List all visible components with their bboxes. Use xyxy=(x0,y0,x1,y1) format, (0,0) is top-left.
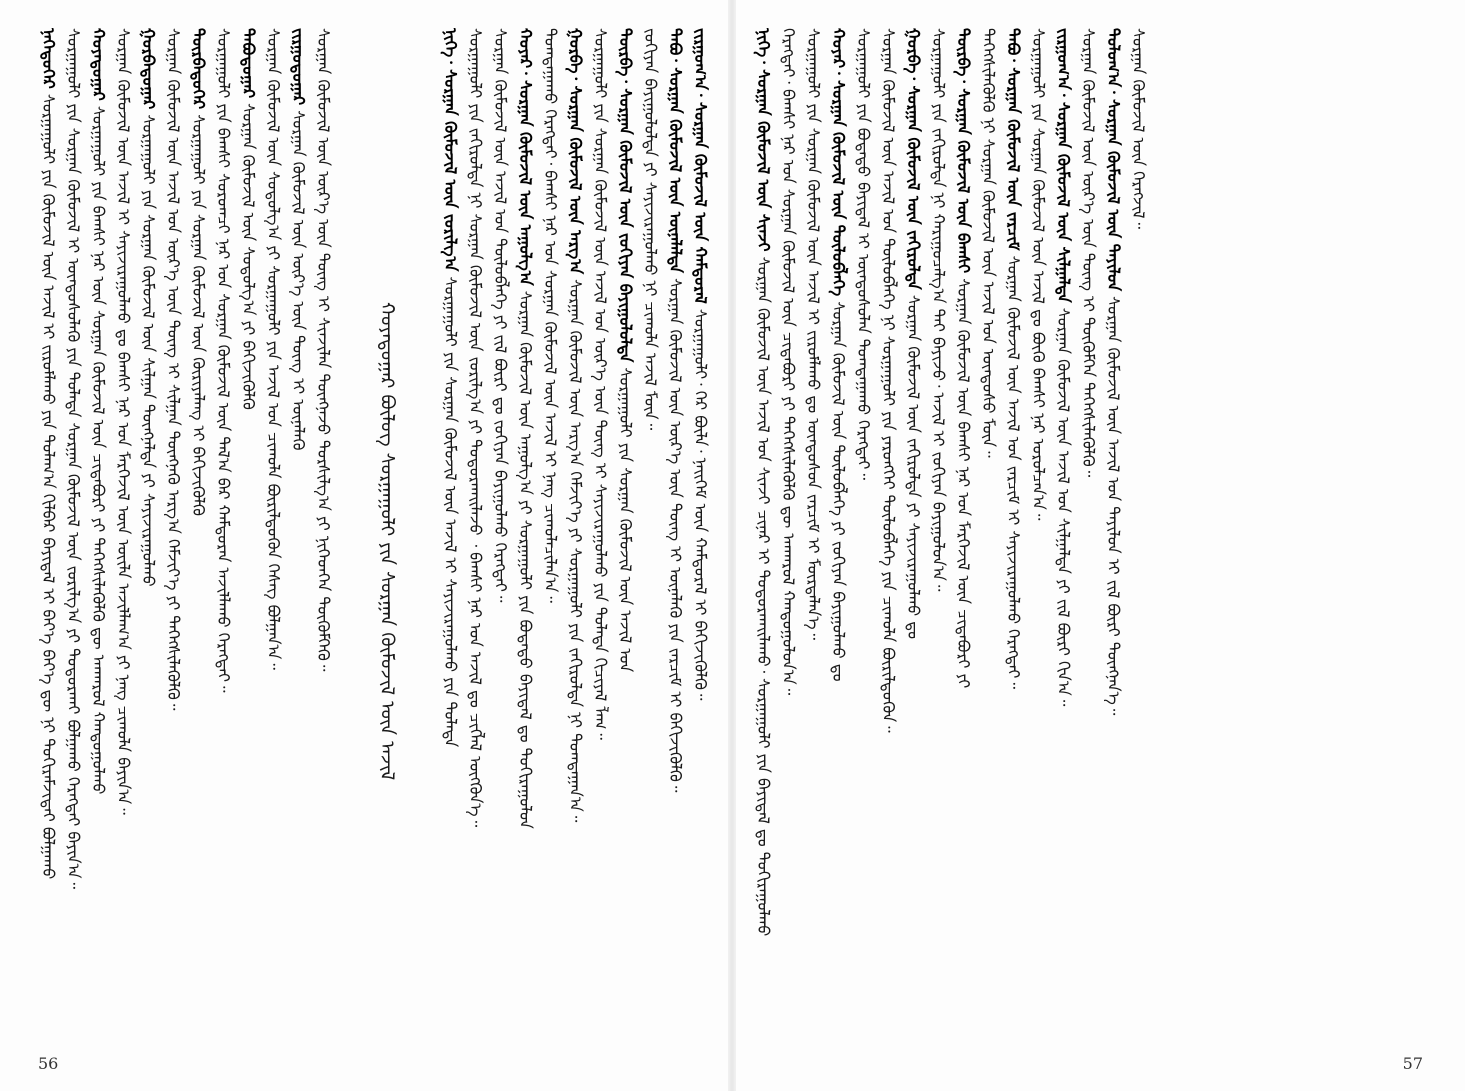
right-page xyxy=(733,0,1465,1091)
left-page xyxy=(0,0,732,1091)
paragraph-text: ᠰᠤᠷᠭᠠᠭᠤᠯᠢ ᠶᠢᠨ ᠰᠤᠷᠭᠠᠨ ᠬᠦᠮᠦᠵᠢᠯ ᠦᠨ ᠠᠵᠢᠯ ᠳᠤ ᠪᠦᠬᠦ ᠪᠠᠭᠰᠢ ᠨᠠᠷ ᠣᠷᠤᠯᠴᠠᠨ᠎ᠠ᠃ xyxy=(1029,28,1048,521)
text-column xyxy=(563,28,588,1055)
paragraph-text: ᠰᠤᠷᠭᠠᠨ ᠬᠦᠮᠦᠵᠢᠯ ᠦᠨ ᠠᠭᠤᠯᠭ᠎ᠠ ᠶᠢ ᠰᠤᠷᠭᠠᠭᠤᠯᠢ ᠶᠢᠨ ᠪᠣᠳᠠᠲᠤ ᠪᠠᠶᠢᠳᠠᠯ ᠳᠤ ᠲᠣᠬᠢᠷᠠᠭᠤᠯᠤᠨ xyxy=(516,285,535,829)
text-column xyxy=(236,28,261,1055)
paragraph-text: ᠰᠤᠷᠭᠠᠭᠤᠯᠢ ᠶᠢᠨ ᠰᠤᠷᠭᠠᠨ ᠬᠦᠮᠦᠵᠢᠯ ᠦᠨ ᠰᠢᠯᠭᠠᠨ ᠳᠦᠩᠨᠡᠯᠲᠡ ᠶᠢ ᠰᠠᠶᠢᠵᠢᠷᠠᠭᠤᠯᠬᠤ xyxy=(139,109,158,587)
paragraph-text: ᠲᠣᠭᠲᠠᠭᠠᠬᠤ ᠬᠡᠷᠡᠭᠲᠡᠢ᠂ ᠪᠠᠭᠰᠢ ᠨᠠᠷ ᠤᠨ ᠰᠤᠷᠭᠠᠨ ᠬᠦᠮᠦᠵᠢᠯ ᠦᠨ ᠠᠵᠢᠯ ᠢ ᠨᠡᠩ ᠴᠢᠬᠤᠯᠠᠴᠢᠯᠠᠨ᠎ᠠ᠃ xyxy=(541,28,560,603)
text-column xyxy=(851,28,876,1055)
text-column xyxy=(438,28,463,1055)
text-column xyxy=(826,28,851,1055)
text-column xyxy=(286,28,311,1055)
text-column xyxy=(538,28,563,1055)
paragraph-text: ᠰᠤᠷᠭᠠᠭᠤᠯᠢ᠂ ᠭᠡᠷ ᠪᠦᠯᠡ᠂ ᠨᠡᠢᠭᠡᠮ ᠦᠨ ᠬᠠᠮᠲᠤᠷᠠᠯ ᠢ ᠪᠡᠬᠢᠵᠢᠭᠦᠯᠬᠦ᠃ xyxy=(691,303,710,701)
text-column xyxy=(663,28,688,1055)
text-column xyxy=(876,28,901,1055)
text-column xyxy=(1126,28,1151,1055)
paragraph-text: ᠰᠤᠷᠭᠠᠨ ᠬᠦᠮᠦᠵᠢᠯ ᠦᠨ ᠠᠵᠢᠯ ᠤᠨ ᠲᠥᠯᠥᠪᠯᠡᠭᠡ ᠨᠢ ᠰᠤᠷᠭᠠᠭᠤᠯᠢ ᠶᠢᠨ ᠶᠡᠷᠦᠩᠬᠡᠢ ᠲᠥᠯᠥᠪᠯᠡᠭᠡ ᠶᠢᠨ ᠴᠢᠬᠤᠯᠠ ᠪᠦᠷᠢᠯᠳᠦᠬᠦᠨ᠃ xyxy=(879,28,898,733)
paragraph-heading: ᠲᠠᠪᠤ᠂ ᠰᠤᠷᠭᠠᠨ ᠬᠦᠮᠦᠵᠢᠯ ᠦᠨ ᠵᠠᠷᠴᠢᠮ xyxy=(1004,28,1023,251)
text-column xyxy=(463,28,488,1055)
paragraph-text: ᠰᠤᠷᠭᠠᠨ ᠬᠦᠮᠦᠵᠢᠯ ᠦᠨ ᠠᠵᠢᠯ ᠤᠨ ᠲᠠᠶᠢᠯᠤᠨ ᠢ ᠵᠢᠯ ᠪᠦᠷᠢ ᠳᠦᠩᠨᠡᠨ᠎ᠡ᠃ xyxy=(1104,291,1123,716)
paragraph-text: ᠬᠡᠷᠡᠭᠲᠡᠢ᠂ ᠪᠠᠭᠰᠢ ᠨᠠᠷ ᠤᠨ ᠰᠤᠷᠭᠠᠨ ᠬᠦᠮᠦᠵᠢᠯ ᠦᠨ ᠴᠢᠳᠠᠪᠤᠷᠢ ᠶᠢ ᠳᠡᠭᠡᠭᠰᠢᠯᠡᠭᠦᠯᠬᠦ ᠳᠦ ᠠᠨᠬᠠᠷᠤᠯ ᠬᠠᠨᠳᠤᠭᠤᠯᠤᠨ᠎ᠠ᠃ xyxy=(779,28,798,696)
paragraph-heading: ᠭᠤᠷᠪᠠᠳᠤᠭᠠᠷ xyxy=(139,28,158,110)
text-column xyxy=(901,28,926,1055)
paragraph-text: ᠰᠤᠷᠭᠠᠨ ᠬᠦᠮᠦᠵᠢᠯ ᠦᠨ ᠬᠡᠷᠡᠭᠵᠢᠯ᠃ xyxy=(1129,28,1148,230)
text-column xyxy=(261,28,286,1055)
left-page-text xyxy=(36,28,714,1055)
text-column xyxy=(1026,28,1051,1055)
paragraph-heading: ᠨᠢᠭᠡ᠂ ᠰᠤᠷᠭᠠᠨ ᠬᠦᠮᠦᠵᠢᠯ ᠦᠨ ᠰᠢᠨᠵᠢ xyxy=(754,28,773,252)
paragraph-text: ᠵᠣᠬᠢᠶᠠᠨ ᠪᠠᠶᠢᠭᠤᠯᠤᠯᠲᠠ ᠶᠢ ᠰᠠᠶᠢᠵᠢᠷᠠᠭᠤᠯᠬᠤ ᠨᠢ ᠴᠢᠬᠤᠯᠠ ᠠᠵᠢᠯ ᠮᠥᠨ᠃ xyxy=(641,28,660,431)
paragraph-text: ᠰᠤᠷᠭᠠᠨ ᠬᠦᠮᠦᠵᠢᠯ ᠦᠨ ᠦᠷ᠎ᠡ ᠦᠨ ᠳᠦᠩ ᠢ ᠦᠨᠡᠯᠡᠬᠦ xyxy=(289,105,308,451)
text-column xyxy=(211,28,236,1055)
text-column xyxy=(161,28,186,1055)
text-column xyxy=(976,28,1001,1055)
text-column xyxy=(86,28,111,1055)
paragraph-text: ᠰᠤᠷᠭᠠᠨ ᠬᠦᠮᠦᠵᠢᠯ ᠦᠨ ᠠᠵᠢᠯ ᠤᠨ ᠰᠢᠨᠵᠢ ᠴᠢᠨᠠᠷ ᠢ ᠲᠣᠳᠣᠷᠬᠠᠢᠯᠠᠬᠤ᠂ ᠰᠤᠷᠭᠠᠭᠤᠯᠢ ᠶᠢᠨ ᠪᠠᠶᠢᠳᠠᠯ ᠳᠤ ᠲᠣᠬᠢᠷᠠᠭᠤᠯᠬᠤ xyxy=(754,251,773,937)
paragraph-text: ᠰᠤᠷᠭᠠᠭᠤᠯᠢ ᠶᠢᠨ ᠰᠤᠷᠭᠠᠨ ᠬᠦᠮᠦᠵᠢᠯ ᠦᠨ ᠠᠵᠢᠯ ᠤᠨ ᠦᠷ᠎ᠡ ᠦᠨ ᠳᠦᠩ ᠢ ᠰᠠᠶᠢᠵᠢᠷᠠᠭᠤᠯᠬᠤ ᠶᠢᠨ ᠲᠤᠯᠠᠳᠠ ᠬᠢᠴᠢᠶᠡᠯ ᠯᠡᠬ᠃ xyxy=(591,28,610,740)
paragraph-text: ᠰᠤᠷᠭᠠᠭᠤᠯᠢ ᠶᠢᠨ ᠰᠤᠷᠭᠠᠨ ᠬᠦᠮᠦᠵᠢᠯ ᠦᠨ ᠬᠦᠷᠢᠶᠡᠯᠡᠩ ᠢ ᠪᠡᠬᠢᠵᠢᠭᠦᠯᠬᠦ xyxy=(189,109,208,516)
text-column xyxy=(751,28,776,1055)
paragraph-text: ᠰᠤᠷᠭᠠᠭᠤᠯᠢ ᠶᠢᠨ ᠵᠠᠬᠢᠷᠤᠯᠲᠠ ᠨᠢ ᠰᠤᠷᠭᠠᠨ ᠬᠦᠮᠦᠵᠢᠯ ᠦᠨ ᠵᠣᠷᠢᠯᠭ᠎ᠠ ᠶᠢ ᠲᠣᠳᠣᠷᠬᠠᠢᠯᠠᠵᠤ ᠂ ᠪᠠᠭᠰᠢ ᠨᠠᠷ ᠤᠨ ᠠᠵᠢᠯ ᠳᠤ ᠴᠢᠭᠯᠡᠯ ᠥᠭᠭᠦᠨ᠎ᠡ᠃ xyxy=(466,28,485,828)
paragraph-text: ᠰᠤᠷᠭᠠᠭᠤᠯᠢ ᠶᠢᠨ ᠰᠤᠷᠭᠠᠨ ᠬᠦᠮᠦᠵᠢᠯ ᠦᠨ ᠠᠵᠢᠯ ᠢ ᠰᠠᠶᠢᠵᠢᠷᠠᠭᠤᠯᠬᠤ ᠶᠢᠨ ᠲᠤᠯᠠᠳᠠ xyxy=(441,271,460,748)
text-column xyxy=(951,28,976,1055)
text-column xyxy=(311,28,336,1055)
section-gap xyxy=(336,28,372,1055)
text-column xyxy=(638,28,663,1055)
paragraph-text: ᠰᠤᠷᠭᠠᠨ ᠬᠦᠮᠦᠵᠢᠯ ᠦᠨ ᠪᠠᠭᠰᠢ ᠨᠠᠷ ᠤᠨ ᠮᠡᠷᠭᠡᠵᠢᠯ ᠦᠨ ᠴᠢᠳᠠᠪᠤᠷᠢ ᠶᠢ xyxy=(954,273,973,689)
paragraph-heading: ᠵᠢᠷᠭᠤᠭ᠎ᠠ᠂ ᠰᠤᠷᠭᠠᠨ ᠬᠦᠮᠦᠵᠢᠯ ᠦᠨ ᠰᠢᠯᠭᠠᠯᠲᠠ xyxy=(1054,28,1073,303)
text-column xyxy=(111,28,136,1055)
paragraph-text: ᠰᠤᠷᠭᠠᠨ ᠬᠦᠮᠦᠵᠢᠯ ᠦᠨ ᠠᠵᠢᠯ ᠤᠨ ᠵᠠᠷᠴᠢᠮ ᠢ ᠰᠠᠶᠢᠵᠢᠷᠠᠭᠤᠯᠬᠤ ᠬᠡᠷᠡᠭᠲᠡᠢ᠃ xyxy=(1004,250,1023,689)
text-column xyxy=(613,28,638,1055)
paragraph-text: ᠰᠤᠷᠭᠠᠭᠤᠯᠢ ᠶᠢᠨ ᠰᠤᠷᠭᠠᠨ ᠬᠦᠮᠦᠵᠢᠯ ᠦᠨ ᠠᠵᠢᠯ ᠤᠨ xyxy=(616,362,635,673)
paragraph-heading: ᠵᠢᠷᠭᠤᠭ᠎ᠠ᠂ ᠰᠤᠷᠭᠠᠨ ᠬᠦᠮᠦᠵᠢᠯ ᠦᠨ ᠬᠠᠮᠲᠤᠷᠠᠯ xyxy=(691,28,710,304)
paragraph-text: ᠰᠤᠷᠭᠠᠨ ᠬᠦᠮᠦᠵᠢᠯ ᠦᠨ ᠠᠵᠢᠯ ᠢ ᠰᠠᠶᠢᠵᠢᠷᠠᠭᠤᠯᠬᠤ ᠳᠤ ᠪᠠᠭᠰᠢ ᠨᠠᠷ ᠤᠨ ᠮᠡᠷᠭᠡᠵᠢᠯ ᠦᠨ ᠦᠢᠯᠡ ᠠᠵᠢᠯᠯᠠᠭ᠎ᠠ ᠶᠢ ᠨᠡᠩ ᠴᠢᠬᠤᠯᠠ ᠪᠠᠶᠢᠨ᠎ᠠ᠃ xyxy=(114,28,133,815)
text-column xyxy=(1101,28,1126,1055)
paragraph-text: ᠰᠤᠷᠭᠠᠨ ᠬᠦᠮᠦᠵᠢᠯ ᠦᠨ ᠠᠵᠢᠯ ᠤᠨ ᠲᠥᠯᠥᠪᠯᠡᠭᠡ ᠶᠢ ᠵᠢᠯ ᠪᠦᠷᠢ ᠳᠤ ᠵᠣᠬᠢᠶᠠᠨ ᠪᠠᠶᠢᠭᠤᠯᠬᠤ ᠬᠡᠷᠡᠭᠲᠡᠢ᠃ xyxy=(491,28,510,603)
chapter-title: ᠬᠣᠶᠠᠳᠤᠭᠠᠷ ᠪᠦᠯᠦᠭ ᠰᠤᠷᠭᠠᠭᠤᠯᠢ ᠶᠢᠨ ᠰᠤᠷᠭᠠᠨ ᠬᠦᠮᠦᠵᠢᠯ ᠦᠨ ᠠᠵᠢᠯ xyxy=(376,302,398,781)
text-column xyxy=(1051,28,1076,1055)
text-column xyxy=(136,28,161,1055)
paragraph-text: ᠰᠤᠷᠭᠠᠭᠤᠯᠢ ᠶᠢᠨ ᠵᠠᠬᠢᠷᠤᠯᠲᠠ ᠨᠢ ᠬᠠᠷᠢᠭᠤᠴᠠᠯᠭ᠎ᠠ ᠲᠠᠢ ᠪᠠᠶᠢᠵᠤ᠂ ᠠᠵᠢᠯ ᠢ ᠵᠣᠬᠢᠶᠠᠨ ᠪᠠᠶᠢᠭᠤᠯᠤᠨ᠎ᠠ᠃ xyxy=(929,28,948,592)
text-column xyxy=(513,28,538,1055)
paragraph-heading: ᠭᠤᠷᠪᠠ᠂ ᠰᠤᠷᠭᠠᠨ ᠬᠦᠮᠦᠵᠢᠯ ᠦᠨ ᠵᠠᠬᠢᠷᠤᠯᠲᠠ xyxy=(904,28,923,290)
paragraph-heading: ᠳᠣᠯᠣᠭ᠎ᠠ᠂ ᠰᠤᠷᠭᠠᠨ ᠬᠦᠮᠦᠵᠢᠯ ᠦᠨ ᠲᠠᠶᠢᠯᠤᠨ xyxy=(1104,28,1123,292)
text-column xyxy=(186,28,211,1055)
text-column xyxy=(776,28,801,1055)
text-column xyxy=(1076,28,1101,1055)
paragraph-text: ᠰᠤᠷᠭᠠᠨ ᠬᠦᠮᠦᠵᠢᠯ ᠦᠨ ᠦᠷ᠎ᠡ ᠦᠨ ᠳᠦᠩ ᠢ ᠦᠨᠡᠯᠡᠬᠦ ᠶᠢᠨ ᠵᠠᠷᠴᠢᠮ ᠢ ᠪᠡᠬᠢᠵᠢᠭᠦᠯᠬᠦ᠃ xyxy=(666,273,685,793)
paragraph-heading: ᠳᠥᠷᠪᠡ᠂ ᠰᠤᠷᠭᠠᠨ ᠬᠦᠮᠦᠵᠢᠯ ᠦᠨ ᠪᠠᠭᠰᠢ xyxy=(954,28,973,274)
paragraph-heading: ᠨᠢᠭᠡ᠂ ᠰᠤᠷᠭᠠᠨ ᠬᠦᠮᠦᠵᠢᠯ ᠦᠨ ᠵᠣᠷᠢᠯᠭ᠎ᠠ xyxy=(441,28,460,272)
page-number-left: 56 xyxy=(38,1054,59,1073)
paragraph-text: ᠰᠤᠷᠭᠠᠭᠤᠯᠢ ᠶᠢᠨ ᠪᠠᠭᠰᠢ ᠰᠤᠷᠤᠭᠴᠢ ᠨᠠᠷ ᠤᠨ ᠰᠤᠷᠭᠠᠨ ᠬᠦᠮᠦᠵᠢᠯ ᠦᠨ ᠲᠠᠯ᠎ᠠ ᠪᠠᠷ ᠬᠠᠮᠲᠤᠷᠠᠨ ᠠᠵᠢᠯᠯᠠᠬᠤ ᠬᠡᠷᠡᠭᠲᠡᠢ᠃ xyxy=(214,28,233,693)
paragraph-heading: ᠲᠠᠪᠤ᠂ ᠰᠤᠷᠭᠠᠨ ᠬᠦᠮᠦᠵᠢᠯ ᠦᠨ ᠦᠨᠡᠯᠡᠯᠲᠡ xyxy=(666,28,685,274)
paragraph-text: ᠰᠤᠷᠭᠠᠨ ᠬᠦᠮᠦᠵᠢᠯ ᠦᠨ ᠦᠷ᠎ᠡ ᠦᠨ ᠳᠦᠩ ᠢ ᠰᠢᠨᠵᠢᠯᠡᠨ ᠳᠦᠩᠨᠡᠵᠦ ᠲᠤᠷᠰᠢᠯᠭ᠎ᠠ ᠶᠢ ᠨᠢᠭᠡᠳᠬᠡᠨ ᠳᠦᠭᠦᠮᠬᠡᠬᠦ᠃ xyxy=(314,28,333,672)
text-column xyxy=(1001,28,1026,1055)
section-gap xyxy=(402,28,438,1055)
paragraph-text: ᠰᠤᠷᠭᠠᠭᠤᠯᠢ ᠶᠢᠨ ᠪᠣᠳᠠᠲᠤ ᠪᠠᠶᠢᠳᠠᠯ ᠢ ᠦᠨᠳᠦᠰᠦᠯᠡᠨ ᠲᠣᠭᠲᠠᠭᠠᠬᠤ ᠬᠡᠷᠡᠭᠲᠡᠢ᠃ xyxy=(854,28,873,480)
text-column xyxy=(801,28,826,1055)
paragraph-text: ᠰᠤᠷᠭᠠᠨ ᠬᠦᠮᠦᠵᠢᠯ ᠦᠨ ᠠᠷᠭ᠎ᠠ ᠬᠡᠮᠵᠢᠶ᠎ᠡ ᠶᠢ ᠰᠤᠷᠭᠠᠭᠤᠯᠢ ᠶᠢᠨ ᠵᠠᠬᠢᠷᠤᠯᠲᠠ ᠨᠢ ᠲᠣᠭᠲᠠᠭᠠᠨ᠎ᠠ᠃ xyxy=(566,274,585,823)
paragraph-heading: ᠬᠣᠶᠠᠷ᠂ ᠰᠤᠷᠭᠠᠨ ᠬᠦᠮᠦᠵᠢᠯ ᠦᠨ ᠲᠥᠯᠥᠪᠯᠡᠭᠡ xyxy=(829,28,848,297)
text-column xyxy=(36,28,61,1055)
paragraph-heading: ᠭᠤᠷᠪᠠ᠂ ᠰᠤᠷᠭᠠᠨ ᠬᠦᠮᠦᠵᠢᠯ ᠦᠨ ᠠᠷᠭ᠎ᠠ xyxy=(566,28,585,275)
paragraph-text: ᠳᠡᠭᠡᠭᠰᠢᠯᠡᠭᠦᠯᠬᠦ ᠨᠢ ᠰᠤᠷᠭᠠᠨ ᠬᠦᠮᠦᠵᠢᠯ ᠦᠨ ᠠᠵᠢᠯ ᠤᠨ ᠦᠨᠳᠦᠰᠦ ᠮᠥᠨ᠃ xyxy=(979,28,998,458)
paragraph-text: ᠰᠤᠷᠭᠠᠭᠤᠯᠢ ᠶᠢᠨ ᠬᠦᠮᠦᠵᠢᠯ ᠦᠨ ᠠᠵᠢᠯ ᠢ ᠵᠢᠷᠤᠮᠯᠠᠬᠤ ᠶᠢᠨ ᠲᠤᠯᠠᠭ᠎ᠠ ᠬᠢᠯᠪᠡᠷ ᠪᠠᠶᠢᠳᠠᠯ ᠢ ᠪᠡᠶ᠎ᠡ ᠪᠡᠶ᠎ᠡ ᠳᠦ ᠨᠢ ᠳᠤᠬᠢᠷᠠᠮᠵᠢᠳᠠᠢ ᠪᠣᠯᠭᠠᠬᠤ xyxy=(39,88,58,880)
paragraph-text: ᠰᠤᠷᠭᠠᠨ ᠬᠦᠮᠦᠵᠢᠯ ᠦᠨ ᠵᠠᠬᠢᠷᠤᠯᠲᠠ ᠶᠢ ᠰᠠᠶᠢᠵᠢᠷᠠᠭᠤᠯᠬᠤ ᠳᠤ xyxy=(904,289,923,639)
paragraph-text: ᠰᠤᠷᠭᠠᠭᠤᠯᠢ ᠶᠢᠨ ᠰᠤᠷᠭᠠᠨ ᠬᠦᠮᠦᠵᠢᠯ ᠢ ᠦᠨᠳᠦᠰᠦᠯᠡᠬᠦ ᠶᠢᠨ ᠲᠤᠯᠠᠳᠠ ᠰᠤᠷᠭᠠᠨ ᠬᠦᠮᠦᠵᠢᠯ ᠦᠨ ᠵᠣᠷᠢᠯᠭ᠎ᠠ ᠶᠢ ᠲᠣᠳᠣᠷᠬᠠᠢ ᠪᠣᠯᠭᠠᠬᠤ ᠬᠡᠷᠡᠭᠲᠡᠢ ᠪᠠᠶᠢᠨ᠎ᠠ᠃ xyxy=(64,28,83,889)
text-column xyxy=(588,28,613,1055)
paragraph-text: ᠰᠤᠷᠭᠠᠨ ᠬᠦᠮᠦᠵᠢᠯ ᠦᠨ ᠰᠤᠳᠤᠯᠭ᠎ᠠ ᠶᠢ ᠪᠡᠬᠢᠵᠢᠭᠦᠯᠬᠦ xyxy=(239,98,258,410)
text-column xyxy=(61,28,86,1055)
text-column xyxy=(688,28,713,1055)
paragraph-text: ᠰᠤᠷᠭᠠᠨ ᠬᠦᠮᠦᠵᠢᠯ ᠦᠨ ᠦᠷ᠎ᠡ ᠦᠨ ᠳᠦᠩ ᠢ ᠳᠦᠭᠦᠮᠬᠡᠨ ᠳᠡᠭᠡᠭᠰᠢᠯᠡᠭᠦᠯᠬᠦ᠃ xyxy=(1079,28,1098,478)
text-column xyxy=(926,28,951,1055)
paragraph-heading: ᠬᠣᠶᠠᠷ᠂ ᠰᠤᠷᠭᠠᠨ ᠬᠦᠮᠦᠵᠢᠯ ᠦᠨ ᠠᠭᠤᠯᠭ᠎ᠠ xyxy=(516,28,535,286)
paragraph-heading: ᠵᠢᠷᠭᠤᠳᠤᠭᠠᠷ xyxy=(289,28,308,106)
right-page-text xyxy=(751,28,1429,1055)
paragraph-heading: ᠳᠥᠷᠪᠡ᠂ ᠰᠤᠷᠭᠠᠨ ᠬᠦᠮᠦᠵᠢᠯ ᠦᠨ ᠵᠣᠬᠢᠶᠠᠨ ᠪᠠᠶᠢᠭᠤᠯᠤᠯᠲᠠ xyxy=(616,28,635,363)
paragraph-text: ᠰᠤᠷᠭᠠᠨ ᠬᠦᠮᠦᠵᠢᠯ ᠦᠨ ᠲᠥᠯᠥᠪᠯᠡᠭᠡ ᠶᠢ ᠵᠣᠬᠢᠶᠠᠨ ᠪᠠᠶᠢᠭᠤᠯᠬᠤ ᠳᠤ xyxy=(829,296,848,682)
paragraph-text: ᠰᠤᠷᠭᠠᠨ ᠬᠦᠮᠦᠵᠢᠯ ᠦᠨ ᠠᠵᠢᠯ ᠤᠨ ᠰᠢᠯᠭᠠᠯᠲᠠ ᠶᠢ ᠵᠢᠯ ᠪᠦᠷᠢ ᠬᠢᠨ᠎ᠠ᠃ xyxy=(1054,302,1073,707)
paragraph-text: ᠰᠤᠷᠭᠠᠨ ᠬᠦᠮᠦᠵᠢᠯ ᠦᠨ ᠠᠵᠢᠯ ᠤᠨ ᠦᠷ᠎ᠡ ᠦᠨ ᠳᠦᠩ ᠢ ᠰᠢᠯᠭᠠᠨ ᠳᠦᠩᠨᠡᠬᠦ ᠠᠷᠭ᠎ᠠ ᠬᠡᠮᠵᠢᠶ᠎ᠡ ᠶᠢ ᠳᠡᠭᠡᠭᠰᠢᠯᠡᠭᠦᠯᠬᠦ᠃ xyxy=(164,28,183,711)
paragraph-heading: ᠳᠥᠷᠪᠡᠳᠦᠭᠡᠷ xyxy=(189,28,208,110)
text-column xyxy=(488,28,513,1055)
paragraph-heading: ᠬᠣᠶᠠᠳᠤᠭᠠᠷ xyxy=(89,28,108,101)
paragraph-heading: ᠨᠡᠭᠡᠳᠦᠭᠡᠷ xyxy=(39,28,58,89)
paragraph-text: ᠰᠤᠷᠭᠠᠨ ᠬᠦᠮᠦᠵᠢᠯ ᠦᠨ ᠰᠤᠳᠤᠯᠭ᠎ᠠ ᠶᠢ ᠰᠤᠷᠭᠠᠭᠤᠯᠢ ᠶᠢᠨ ᠠᠵᠢᠯ ᠤᠨ ᠴᠢᠬᠤᠯᠠ ᠪᠦᠷᠢᠯᠳᠦᠬᠦᠨ ᠬᠡᠰᠡᠭ ᠪᠣᠯᠭᠠᠨ᠎ᠠ᠃ xyxy=(264,28,283,670)
page-number-right: 57 xyxy=(1402,1054,1423,1073)
paragraph-text: ᠰᠤᠷᠭᠠᠭᠤᠯᠢ ᠶᠢᠨ ᠪᠠᠭᠰᠢ ᠨᠠᠷ ᠦᠨ ᠰᠤᠷᠭᠠᠨ ᠬᠦᠮᠦᠵᠢᠯ ᠦᠨ ᠴᠢᠳᠠᠪᠤᠷᠢ ᠶᠢ ᠳᠡᠭᠡᠭᠰᠢᠯᠡᠭᠦᠯᠬᠦ ᠳᠦ ᠠᠨᠬᠠᠷᠤᠯ ᠬᠠᠨᠳᠤᠭᠤᠯᠬᠤ xyxy=(89,100,108,795)
paragraph-heading: ᠲᠠᠪᠤᠳᠤᠭᠠᠷ xyxy=(239,28,258,99)
paragraph-text: ᠰᠤᠷᠭᠠᠭᠤᠯᠢ ᠶᠢᠨ ᠰᠤᠷᠭᠠᠨ ᠬᠦᠮᠦᠵᠢᠯ ᠦᠨ ᠠᠵᠢᠯ ᠢ ᠵᠢᠷᠤᠮᠯᠠᠬᠤ ᠳᠤ ᠦᠨᠳᠦᠰᠦᠨ ᠵᠠᠷᠴᠢᠮ ᠢ ᠮᠦᠷᠳᠡᠯᠡᠨ᠎ᠡ᠃ xyxy=(804,28,823,641)
